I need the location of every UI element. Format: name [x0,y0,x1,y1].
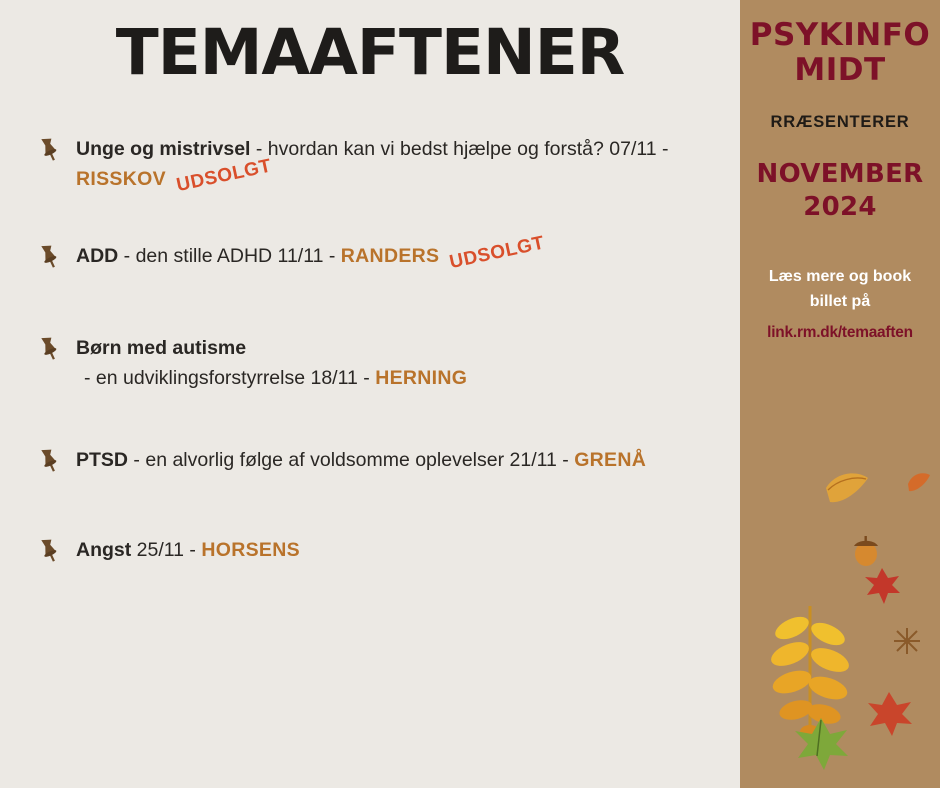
leaf-icon [822,468,872,512]
event-title: Angst [76,539,132,562]
page-title: TEMAAFTENER [115,16,625,89]
readmore-text [748,265,932,344]
pushpin-icon [34,241,64,271]
event-desc: - en alvorlig følge af voldsomme oplevelser 21/11 - [128,449,575,472]
list-item [34,232,710,281]
event-desc: - hvordan kan vi bedst hjælpe og forstå? 07/11 - [250,138,669,161]
event-title: PTSD [76,449,129,472]
event-city: GRENÅ [574,449,647,472]
month-year [748,158,932,223]
year-label: 2024 [803,191,877,222]
list-item [34,134,710,195]
event-desc: - den stille ADHD 11/11 - [118,244,341,267]
event-desc: 25/11 - [131,539,202,562]
event-text [76,232,710,273]
leaf-icon [906,470,932,496]
pushpin-icon [34,535,64,565]
pushpin-icon [34,333,64,363]
event-city: RANDERS [340,244,440,267]
list-item [34,445,710,485]
event-city: RISSKOV [76,168,166,191]
event-title: Unge og mistrivsel [76,138,251,161]
list-item [34,535,710,575]
brand-line-1: PSYKINFO [749,17,931,53]
event-desc: - en udviklingsforstyrrelse 18/11 - [84,367,376,390]
brand-name [748,18,932,87]
event-text [76,134,710,195]
sidebar [740,0,940,788]
status-badge: UDSOLGT [448,232,547,273]
event-city: HORSENS [201,539,300,562]
readmore-line-2: billet på [809,293,871,311]
month-label: NOVEMBER [756,159,924,190]
presents-label: RRÆSENTERER [770,113,910,132]
leaf-icon [792,716,850,772]
booking-link[interactable]: link.rm.dk/temaaften [767,324,913,342]
event-title: ADD [76,244,119,267]
list-item [34,333,710,393]
pushpin-icon [34,134,64,164]
star-anise-icon [892,626,922,656]
readmore-line-1: Læs mere og book [768,268,912,286]
event-title: Børn med autisme [76,336,247,359]
pushpin-icon [34,445,64,475]
event-list [30,134,710,575]
status-badge: UDSOLGT [174,155,274,197]
acorn-icon [848,534,884,568]
leaf-icon [864,690,914,738]
brand-line-2: MIDT [794,51,886,88]
leaf-icon [862,566,902,606]
event-text [76,535,710,565]
event-text [76,445,710,475]
event-city: HERNING [375,367,468,390]
event-text [76,333,710,393]
